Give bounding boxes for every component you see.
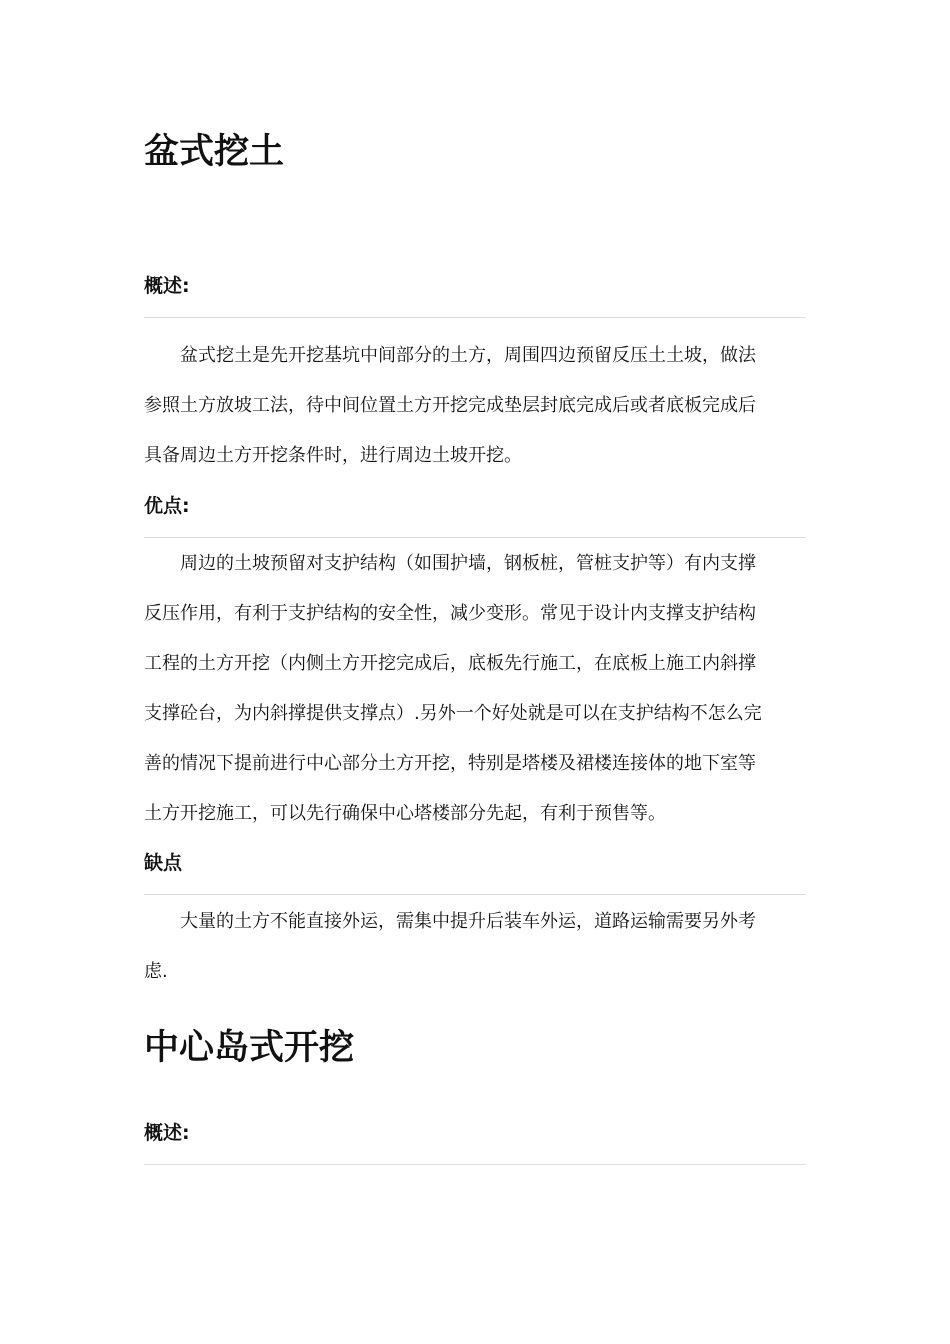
subsection-heading-overview: 概述: [144,275,190,297]
text-line: 参照土方放坡工法，待中间位置土方开挖完成垫层封底完成后或者底板完成后 [144,395,756,416]
divider [144,894,806,895]
section-title: 中心岛式开挖 [144,1028,355,1068]
text-line: 盆式挖土是先开挖基坑中间部分的土方，周围四边预留反压土土坡，做法 [180,345,756,366]
text-line: 具备周边土方开挖条件时，进行周边土坡开挖。 [144,445,522,466]
subsection-heading-advantages: 优点: [144,495,190,517]
subsection-heading-overview: 概述: [144,1122,190,1144]
text-line: 土方开挖施工，可以先行确保中心塔楼部分先起，有利于预售等。 [144,803,666,824]
text-line: 大量的土方不能直接外运，需集中提升后装车外运，道路运输需要另外考 [180,911,756,932]
divider [144,537,806,538]
text-line: 虑. [144,961,168,982]
paragraph-overview [144,331,806,481]
divider [144,317,806,318]
text-line: 工程的土方开挖（内侧土方开挖完成后，底板先行施工，在底板上施工内斜撑 [144,653,756,674]
text-line: 反压作用，有利于支护结构的安全性，减少变形。常见于设计内支撑支护结构 [144,603,756,624]
section-title: 盆式挖土 [144,132,285,172]
text-line: 周边的土坡预留对支护结构（如围护墙，钢板桩，管桩支护等）有内支撑 [180,553,756,574]
paragraph-advantages [144,539,806,839]
text-line: 支撑砼台，为内斜撑提供支撑点）.另外一个好处就是可以在支护结构不怎么完 [144,703,762,724]
text-line: 善的情况下提前进行中心部分土方开挖，特别是塔楼及裙楼连接体的地下室等 [144,753,756,774]
divider [144,1164,806,1165]
paragraph-disadvantages [144,897,806,997]
subsection-heading-disadvantages: 缺点 [144,852,183,874]
